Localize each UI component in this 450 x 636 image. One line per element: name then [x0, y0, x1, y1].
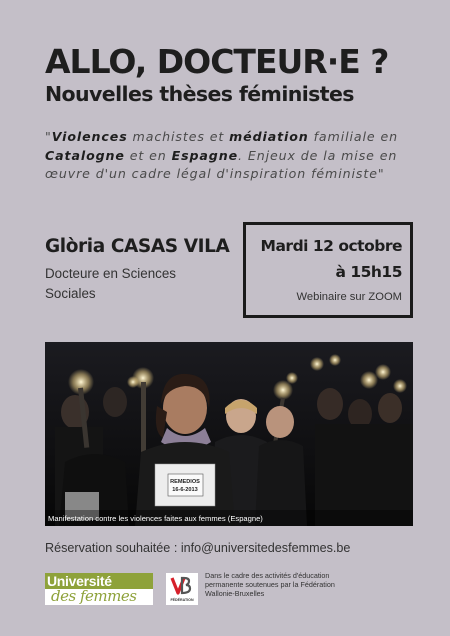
sign-name: REMEDIOS — [170, 479, 200, 485]
event-time: à 15h15 — [335, 263, 402, 281]
thesis-text-1: machistes et — [127, 129, 230, 144]
udf-logo-line1: Université — [45, 573, 153, 589]
protest-photo — [45, 342, 413, 526]
photo-caption: Manifestation contre les violences faites aux femmes (Espagne) — [48, 514, 263, 523]
event-platform: Webinaire sur ZOOM — [296, 291, 402, 303]
universite-des-femmes-logo — [45, 573, 153, 605]
speaker-title: Docteure en Sciences Sociales — [45, 266, 177, 301]
federation-note: Dans le cadre des activités d'éducation permanente soutenues par la Fédération Wallonie-Bruxelles — [205, 571, 335, 598]
event-date: Mardi 12 octobre — [260, 237, 402, 255]
federation-logo-label: FÉDÉRATION — [170, 598, 194, 602]
open-quote: " — [45, 129, 52, 144]
event-info-box — [243, 222, 413, 318]
thesis-keyword-violences: Violences — [51, 129, 128, 144]
thesis-keyword-mediation: médiation — [229, 129, 309, 144]
sign-date: 16-6-2013 — [172, 487, 198, 493]
udf-logo-line2 — [45, 588, 153, 605]
reservation-info: Réservation souhaitée : info@universitedesfemmes.be — [45, 541, 351, 555]
thesis-keyword-catalogne: Catalogne — [45, 147, 125, 163]
poster-subtitle: Nouvelles thèses féministes — [45, 82, 354, 106]
federation-wallonie-bruxelles-logo — [166, 573, 198, 605]
thesis-title — [45, 128, 420, 184]
speaker-name: Glòria CASAS VILA — [45, 236, 230, 257]
thesis-keyword-espagne: Espagne — [171, 147, 239, 163]
protest-photo-illustration — [45, 342, 413, 526]
poster-title: ALLO, DOCTEUR·E ? — [45, 42, 389, 81]
thesis-text-3: et en — [124, 147, 172, 163]
udf-logo-line2-text: des femmes — [51, 587, 137, 605]
close-quote: " — [377, 166, 385, 182]
thesis-text-4: . Enjeux de la mise en œuvre d'un cadre légal d'inspiration féministe — [45, 147, 398, 182]
thesis-text-2: familiale en — [308, 129, 399, 144]
